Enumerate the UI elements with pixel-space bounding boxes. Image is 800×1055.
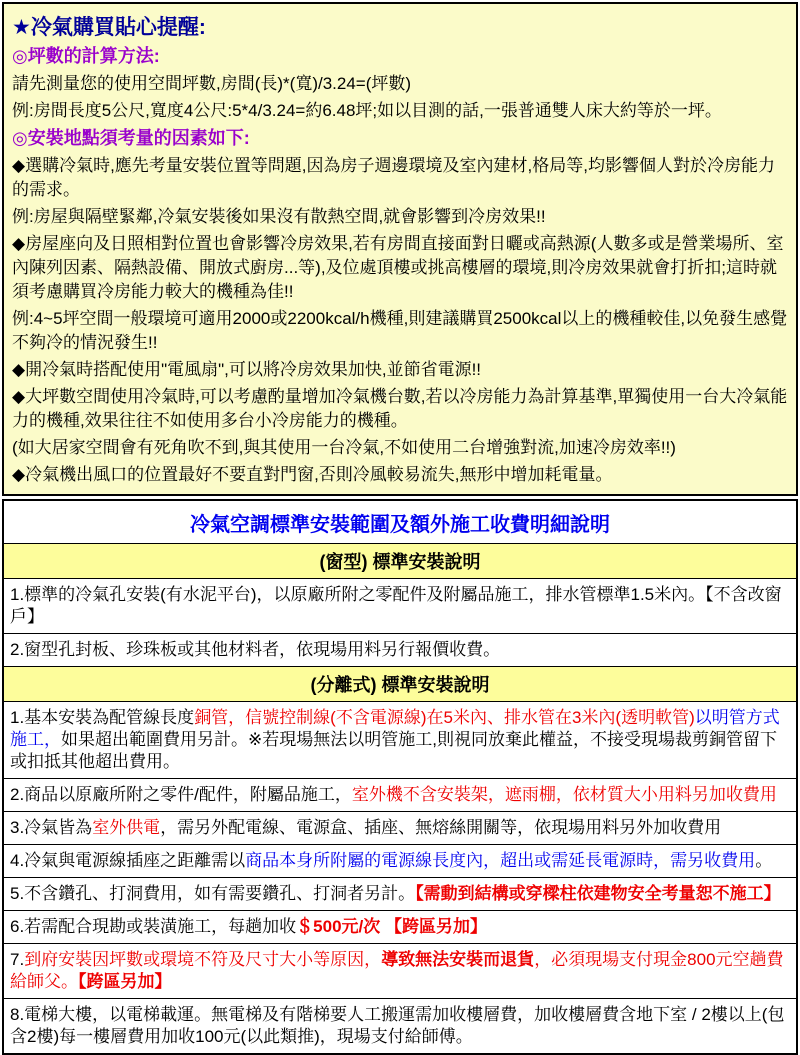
tips-title: ★冷氣購買貼心提醒: bbox=[12, 16, 206, 39]
window-section-rows bbox=[4, 579, 796, 667]
tips-paragraph: ◆大坪數空間使用冷氣時,可以考慮酌量增加冷氣機台數,若以冷房能力為計算基準,單獨使用一台大冷氣能力的機種,效果往往不如使用多台小冷房能力的機種。 bbox=[12, 387, 788, 430]
fee-row bbox=[4, 812, 796, 845]
text-segment: 7. bbox=[10, 950, 25, 969]
tips-paragraph: (如大居家空間會有死角吹不到,與其使用一台冷氣,不如使用二台增強對流,加速冷房效率!!) bbox=[12, 438, 676, 457]
text-segment: 導致無法安裝而退貨 bbox=[381, 950, 535, 969]
fee-row bbox=[4, 999, 796, 1053]
text-segment: ，必須現場支付現金800元空趟費給師父。 bbox=[10, 950, 784, 991]
window-section-header: (窗型) 標準安裝說明 bbox=[4, 544, 796, 579]
tips-paragraph: ◎坪數的計算方法: bbox=[12, 46, 160, 66]
text-segment: 8.電梯大樓，以電梯載運。無電梯及有階梯要人工搬運需加收樓層費，加收樓層費含地下室 / 2樓以上(包含2樓)每一樓層費用加收100元(以此類推)，現場支付給師傅。 bbox=[10, 1005, 785, 1046]
text-segment: 4.冷氣與電源線插座之距離需以 bbox=[10, 851, 246, 870]
tips-paragraph: 例:4~5坪空間一般環境可適用2000或2200kcal/h機種,則建議購買2500kcal以上的機種較佳,以免發生感覺不夠冷的情況發生!! bbox=[12, 309, 788, 352]
text-segment: 商品本身所附屬的電源線長度內，超出或需延長電源時，需另收費用 bbox=[245, 851, 756, 870]
text-segment: 銅管，信號控制線(不含電源線)在5米內、排水管在3米內(透明軟管) bbox=[194, 708, 695, 727]
tips-paragraph: ◆開冷氣時搭配使用"電風扇",可以將冷房效果加快,並節省電源!! bbox=[12, 360, 482, 379]
text-segment: 1.基本安裝為配管線長度 bbox=[10, 708, 195, 727]
text-segment: 6.若需配合現勘或裝潢施工，每趟加收 bbox=[10, 917, 297, 936]
text-segment: 5.不含鑽孔、打洞費用，如有需要鑽孔、打洞者另計。 bbox=[10, 884, 416, 903]
fee-row bbox=[4, 845, 796, 878]
fee-row bbox=[4, 779, 796, 812]
fee-row bbox=[4, 878, 796, 911]
tips-paragraph: ◆冷氣機出風口的位置最好不要直對門窗,否則冷風較易流失,無形中增加耗電量。 bbox=[12, 465, 613, 484]
tips-paragraph: 例:房屋與隔壁緊鄰,冷氣安裝後如果沒有散熱空間,就會影響到冷房效果!! bbox=[12, 207, 546, 226]
text-segment: 1.標準的冷氣孔安裝(有水泥平台)，以原廠所附之零配件及附屬品施工，排水管標準1.5米內。【不含改窗戶】 bbox=[10, 585, 782, 626]
fee-row bbox=[4, 944, 796, 999]
fee-row bbox=[4, 911, 796, 944]
text-segment: 【跨區另加】 bbox=[78, 972, 172, 991]
fees-title: 冷氣空調標準安裝範圍及額外施工收費明細說明 bbox=[4, 501, 796, 544]
text-segment: ，需另外配電線、電源盒、插座、無熔絲開關等，依現場用料另外加收費用 bbox=[160, 818, 722, 837]
text-segment: 以明管方式施工， bbox=[10, 708, 780, 749]
text-segment: 如果超出範圍費用另計。※若現場無法以明管施工,則視同放棄此權益，不接受現場裁剪銅管留下或扣抵其他超出費用。 bbox=[10, 730, 777, 771]
split-section-header: (分離式) 標準安裝說明 bbox=[4, 667, 796, 702]
text-segment: 室外供電 bbox=[92, 818, 161, 837]
text-segment: 2.商品以原廠所附之零件/配件，附屬品施工， bbox=[10, 785, 352, 804]
tips-paragraph: ◆房屋座向及日照相對位置也會影響冷房效果,若有房間直接面對日曬或高熱源(人數多或是營業場所、室內陳列因素、隔熱設備、開放式廚房...等),及位處頂樓或挑高樓層的環境,則冷房效果就會打折扣;這時就須考慮購買冷房能力較大的機種為佳!! bbox=[12, 234, 784, 301]
fee-row bbox=[4, 634, 796, 667]
fees-panel bbox=[2, 499, 798, 1055]
tips-paragraph: ◎安裝地點須考量的因素如下: bbox=[12, 128, 250, 148]
text-segment: 室外機不含安裝架，遮雨棚，依材質大小用料另加收費用 bbox=[351, 785, 777, 804]
tips-paragraph: ◆選購冷氣時,應先考量安裝位置等問題,因為房子週邊環境及室內建材,格局等,均影響個人對於冷房能力的需求。 bbox=[12, 156, 775, 199]
split-section-rows bbox=[4, 702, 796, 1053]
tips-panel bbox=[2, 2, 798, 496]
fee-row bbox=[4, 579, 796, 634]
tips-paragraph-list bbox=[12, 44, 788, 487]
text-segment: 3.冷氣皆為 bbox=[10, 818, 93, 837]
text-segment: ＄500元/次 【跨區另加】 bbox=[296, 917, 487, 936]
tips-paragraph: 請先測量您的使用空間坪數,房間(長)*(寬)/3.24=(坪數) bbox=[12, 74, 412, 93]
text-segment: 到府安裝因坪數或環境不符及尺寸大小等原因， bbox=[24, 950, 382, 969]
text-segment: 。 bbox=[755, 851, 773, 870]
text-segment: 2.窗型孔封板、珍珠板或其他材料者，依現場用料另行報價收費。 bbox=[10, 640, 501, 659]
tips-paragraph: 例:房間長度5公尺,寬度4公尺:5*4/3.24=約6.48坪;如以目測的話,一張普通雙人床大約等於一坪。 bbox=[12, 101, 722, 120]
fee-row bbox=[4, 702, 796, 779]
text-segment: 【需動到結構或穿樑柱依建物安全考量恕不施工】 bbox=[415, 884, 781, 903]
